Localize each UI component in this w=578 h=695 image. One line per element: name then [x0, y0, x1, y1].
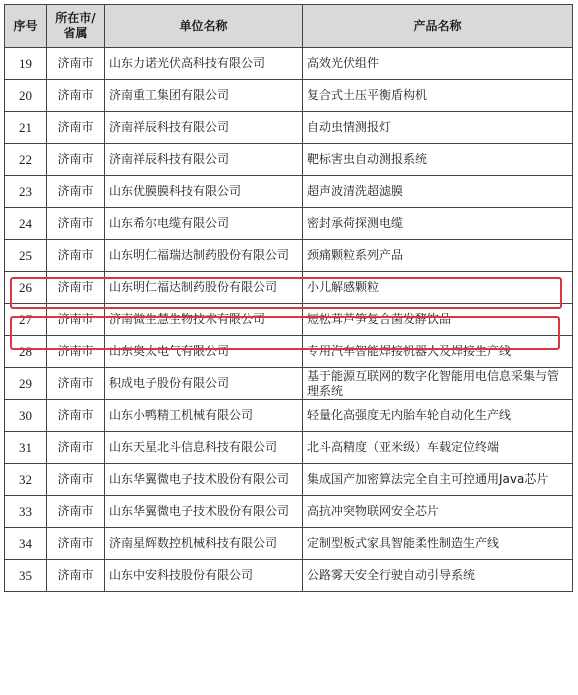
- row-city: 济南市: [47, 112, 105, 144]
- row-city: 济南市: [47, 240, 105, 272]
- row-city: 济南市: [47, 176, 105, 208]
- row-unit: 积成电子股份有限公司: [105, 368, 303, 400]
- table-row: [5, 368, 573, 400]
- row-city: 济南市: [47, 208, 105, 240]
- header-product: 产品名称: [303, 5, 573, 48]
- row-unit: 山东天星北斗信息科技有限公司: [105, 432, 303, 464]
- row-unit: 济南星辉数控机械科技有限公司: [105, 528, 303, 560]
- row-product: 基于能源互联网的数字化智能用电信息采集与管理系统: [303, 368, 573, 400]
- header-row: [5, 5, 573, 48]
- row-unit: 山东明仁福瑞达制药股份有限公司: [105, 240, 303, 272]
- table-row: [5, 240, 573, 272]
- table-row: [5, 304, 573, 336]
- header-city: 所在市/省属: [47, 5, 105, 48]
- row-product: 复合式土压平衡盾构机: [303, 80, 573, 112]
- row-product: 颈痛颗粒系列产品: [303, 240, 573, 272]
- row-product: 短松茸芦笋复合菌发酵饮品: [303, 304, 573, 336]
- table-row: [5, 432, 573, 464]
- table-row: [5, 528, 573, 560]
- row-number: 24: [5, 208, 47, 240]
- table-row: [5, 112, 573, 144]
- row-city: 济南市: [47, 400, 105, 432]
- row-number: 32: [5, 464, 47, 496]
- row-city: 济南市: [47, 272, 105, 304]
- row-number: 27: [5, 304, 47, 336]
- row-product: 密封承荷探测电缆: [303, 208, 573, 240]
- row-number: 28: [5, 336, 47, 368]
- row-unit: 山东小鸭精工机械有限公司: [105, 400, 303, 432]
- row-product: 小儿解感颗粒: [303, 272, 573, 304]
- row-unit: 山东明仁福达制药股份有限公司: [105, 272, 303, 304]
- header-unit: 单位名称: [105, 5, 303, 48]
- row-unit: 山东华翼微电子技术股份有限公司: [105, 464, 303, 496]
- row-number: 20: [5, 80, 47, 112]
- row-unit: 山东中安科技股份有限公司: [105, 560, 303, 592]
- row-number: 30: [5, 400, 47, 432]
- row-unit: 山东奥太电气有限公司: [105, 336, 303, 368]
- row-unit: 济南祥辰科技有限公司: [105, 112, 303, 144]
- row-product: 高抗冲突物联网安全芯片: [303, 496, 573, 528]
- row-number: 22: [5, 144, 47, 176]
- row-city: 济南市: [47, 432, 105, 464]
- row-city: 济南市: [47, 80, 105, 112]
- row-product: 专用汽车智能焊接机器人及焊接生产线: [303, 336, 573, 368]
- row-unit: 济南祥辰科技有限公司: [105, 144, 303, 176]
- table-row: [5, 48, 573, 80]
- row-city: 济南市: [47, 560, 105, 592]
- row-number: 21: [5, 112, 47, 144]
- row-unit: 山东希尔电缆有限公司: [105, 208, 303, 240]
- table-row: [5, 496, 573, 528]
- row-unit: 山东华翼微电子技术股份有限公司: [105, 496, 303, 528]
- table-row: [5, 176, 573, 208]
- table-row: [5, 464, 573, 496]
- row-number: 23: [5, 176, 47, 208]
- row-city: 济南市: [47, 336, 105, 368]
- header-no: 序号: [5, 5, 47, 48]
- table-row: [5, 208, 573, 240]
- product-table: [4, 4, 573, 592]
- row-number: 35: [5, 560, 47, 592]
- row-unit: 山东力诺光伏高科技有限公司: [105, 48, 303, 80]
- row-product: 北斗高精度（亚米级）车载定位终端: [303, 432, 573, 464]
- table-row: [5, 272, 573, 304]
- row-number: 25: [5, 240, 47, 272]
- row-unit: 济南重工集团有限公司: [105, 80, 303, 112]
- table-body: [5, 48, 573, 592]
- row-city: 济南市: [47, 144, 105, 176]
- row-product: 超声波清洗超滤膜: [303, 176, 573, 208]
- row-number: 33: [5, 496, 47, 528]
- row-product: 集成国产加密算法完全自主可控通用Java芯片: [303, 464, 573, 496]
- row-number: 26: [5, 272, 47, 304]
- row-number: 31: [5, 432, 47, 464]
- row-product: 定制型板式家具智能柔性制造生产线: [303, 528, 573, 560]
- row-product: 轻量化高强度无内胎车轮自动化生产线: [303, 400, 573, 432]
- table-row: [5, 144, 573, 176]
- row-city: 济南市: [47, 528, 105, 560]
- row-product: 靶标害虫自动测报系统: [303, 144, 573, 176]
- row-number: 34: [5, 528, 47, 560]
- table-row: [5, 400, 573, 432]
- row-city: 济南市: [47, 368, 105, 400]
- row-city: 济南市: [47, 464, 105, 496]
- row-product: 自动虫情测报灯: [303, 112, 573, 144]
- row-city: 济南市: [47, 48, 105, 80]
- row-unit: 山东优膜膜科技有限公司: [105, 176, 303, 208]
- row-city: 济南市: [47, 496, 105, 528]
- table-row: [5, 80, 573, 112]
- table-row: [5, 336, 573, 368]
- row-city: 济南市: [47, 304, 105, 336]
- row-number: 29: [5, 368, 47, 400]
- table-row: [5, 560, 573, 592]
- row-product: 公路雾天安全行驶自动引导系统: [303, 560, 573, 592]
- row-number: 19: [5, 48, 47, 80]
- row-product: 高效光伏组件: [303, 48, 573, 80]
- row-unit: 济南微生慧生物技术有限公司: [105, 304, 303, 336]
